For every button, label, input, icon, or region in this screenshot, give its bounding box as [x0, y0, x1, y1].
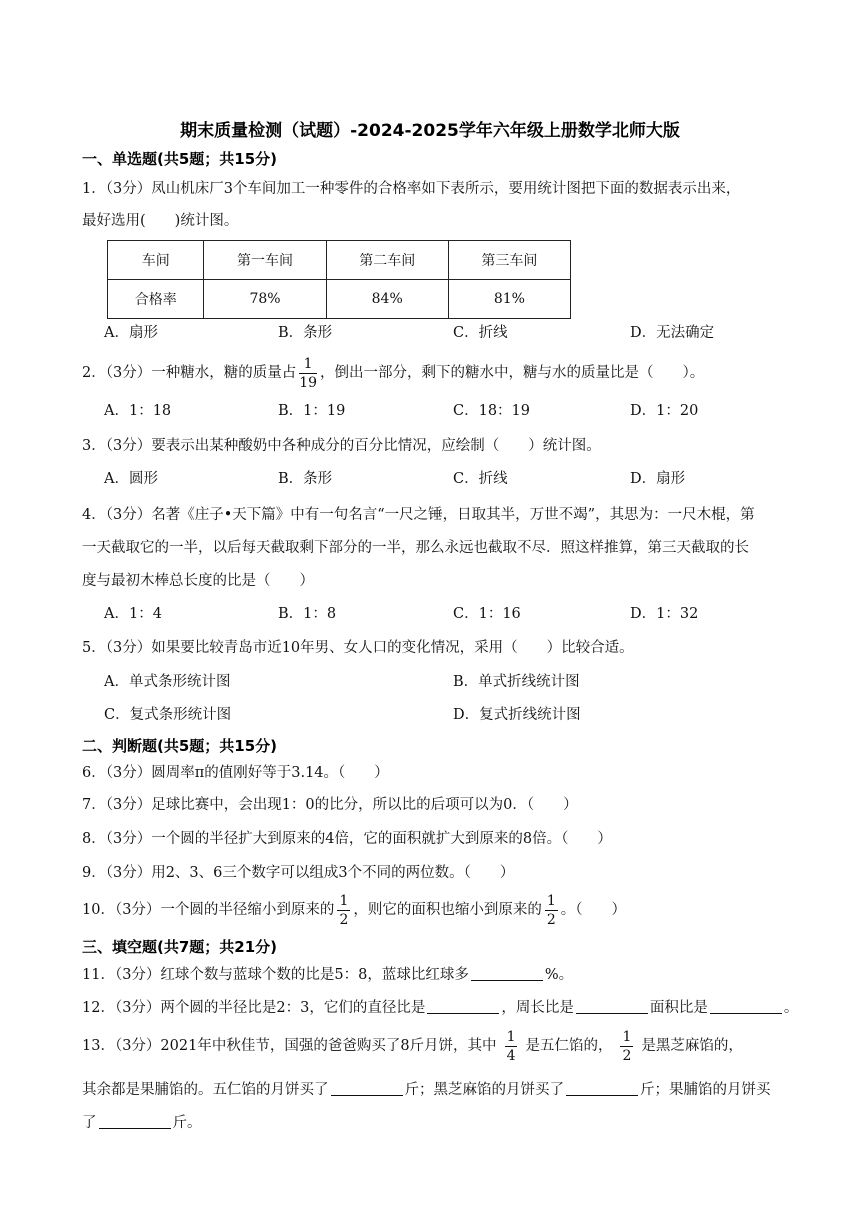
table-row	[108, 241, 571, 280]
table-cell: 第一车间	[204, 241, 326, 280]
answer-blank[interactable]	[710, 999, 782, 1014]
fraction-1-2	[545, 894, 558, 927]
question-13-line2-mid1: 斤；黑芝麻馅的月饼买了	[404, 1082, 564, 1098]
question-2-pre: 2．（3分）一种糖水，糖的质量占	[82, 365, 297, 381]
question-1-text-cont: 最好选用( )统计图。	[82, 213, 239, 229]
table-cell: 第三车间	[448, 241, 570, 280]
question-12-mid1: ，周长比是	[501, 1000, 574, 1016]
question-11-text	[82, 964, 573, 986]
question-4-text-cont2: 度与最初木棒总长度的比是（ ）	[82, 573, 314, 589]
question-13-post: 是黑芝麻馅的，	[641, 1038, 743, 1054]
question-12-text	[82, 997, 798, 1019]
question-3-option-a: A．圆形	[104, 471, 158, 487]
fraction-1-4	[505, 1030, 518, 1063]
question-2-text	[82, 355, 704, 391]
fraction-denominator: 2	[339, 911, 349, 928]
question-10-post: 。（ ）	[560, 902, 627, 918]
question-13-text-cont2	[82, 1112, 202, 1134]
question-9-text: 9．（3分）用2、3、6三个数字可以组成3个不同的两位数。（ ）	[82, 865, 515, 881]
table-cell: 车间	[108, 241, 204, 280]
question-4-option-b: B．1：8	[278, 606, 337, 622]
question-8-text: 8．（3分）一个圆的半径扩大到原来的4倍，它的面积就扩大到原来的8倍。（ ）	[82, 831, 612, 847]
fraction-numerator: 1	[622, 1028, 632, 1045]
question-13-line2-pre: 其余都是果脯馅的。五仁馅的月饼买了	[82, 1082, 329, 1098]
table-cell: 第二车间	[326, 241, 448, 280]
question-3-option-b: B．条形	[278, 471, 333, 487]
fraction-numerator: 1	[299, 357, 317, 374]
question-1-option-d: D．无法确定	[630, 325, 715, 341]
question-10-text	[82, 892, 626, 928]
answer-blank[interactable]	[576, 999, 648, 1014]
question-1-option-c: C．折线	[453, 325, 508, 341]
question-4-option-c: C．1：16	[453, 606, 521, 622]
question-12-post: 。	[783, 1000, 799, 1016]
question-10-mid: ，则它的面积也缩小到原来的	[353, 902, 542, 918]
question-13-mid: 是五仁馅的，	[525, 1038, 613, 1054]
question-2-option-b: B．1：19	[278, 403, 346, 419]
question-7-text: 7．（3分）足球比赛中，会出现1：0的比分，所以比的后项可以为0．（ ）	[82, 797, 578, 813]
pass-rate-table	[107, 240, 571, 319]
question-3-option-c: C．折线	[453, 471, 508, 487]
question-6-text: 6．（3分）圆周率π的值刚好等于3.14。（ ）	[82, 765, 389, 781]
question-13-line3-pre: 了	[82, 1115, 97, 1131]
fraction-numerator: 1	[546, 892, 556, 909]
question-1-option-a: A．扇形	[104, 325, 158, 341]
question-11-post: %。	[544, 967, 574, 983]
question-4-option-a: A．1：4	[104, 606, 162, 622]
question-4-text-cont: 一天截取它的一半，以后每天截取剩下部分的一半，那么永远也截取不尽．照这样推算，第三天截取的长	[82, 540, 749, 556]
question-12-pre: 12．（3分）两个圆的半径比是2：3，它们的直径比是	[82, 1000, 426, 1016]
question-1-text: 1．（3分）凤山机床厂3个车间加工一种零件的合格率如下表所示，要用统计图把下面的数据表示出来，	[82, 181, 741, 197]
question-13-line3-post: 斤。	[172, 1115, 202, 1131]
question-2-option-a: A．1：18	[104, 403, 172, 419]
question-13-text-cont	[82, 1079, 771, 1101]
fraction-denominator: 2	[622, 1047, 632, 1064]
question-2-option-c: C．18：19	[453, 403, 530, 419]
question-5-option-a: A．单式条形统计图	[104, 674, 231, 690]
fraction-1-2	[337, 894, 350, 927]
section-heading-single-choice: 一、单选题(共5题；共15分)	[82, 150, 278, 168]
question-13-pre: 13．（3分）2021年中秋佳节，国强的爸爸购买了8斤月饼，其中	[82, 1038, 497, 1054]
question-5-option-b: B．单式折线统计图	[453, 674, 580, 690]
table-cell: 78%	[204, 280, 326, 319]
question-13-text	[82, 1028, 743, 1064]
fraction-numerator: 1	[506, 1028, 516, 1045]
answer-blank[interactable]	[427, 999, 499, 1014]
question-10-pre: 10．（3分）一个圆的半径缩小到原来的	[82, 902, 335, 918]
question-2-option-d: D．1：20	[630, 403, 699, 419]
question-11-pre: 11．（3分）红球个数与蓝球个数的比是5：8，蓝球比红球多	[82, 967, 469, 983]
fraction-numerator: 1	[339, 892, 349, 909]
section-heading-true-false: 二、判断题(共5题；共15分)	[82, 737, 278, 755]
question-13-line2-mid2: 斤；果脯馅的月饼买	[640, 1082, 771, 1098]
question-5-text: 5．（3分）如果要比较青岛市近10年男、女人口的变化情况，采用（ ）比较合适。	[82, 640, 634, 656]
question-4-option-d: D．1：32	[630, 606, 699, 622]
fraction-1-2	[620, 1030, 633, 1063]
table-cell: 合格率	[108, 280, 204, 319]
question-3-option-d: D．扇形	[630, 471, 686, 487]
question-2-post: ，倒出一部分，剩下的糖水中，糖与水的质量比是（ ）。	[320, 365, 705, 381]
question-12-mid2: 面积比是	[649, 1000, 708, 1016]
page-title: 期末质量检测（试题）-2024-2025学年六年级上册数学北师大版	[180, 121, 680, 141]
fraction-denominator: 19	[299, 374, 318, 391]
question-1-option-b: B．条形	[278, 325, 333, 341]
fraction-denominator: 4	[506, 1047, 516, 1064]
question-3-text: 3．（3分）要表示出某种酸奶中各种成分的百分比情况，应绘制（ ）统计图。	[82, 438, 601, 454]
fraction-denominator: 2	[546, 911, 556, 928]
table-row	[108, 280, 571, 319]
answer-blank[interactable]	[566, 1081, 638, 1096]
answer-blank[interactable]	[471, 966, 543, 981]
answer-blank[interactable]	[331, 1081, 403, 1096]
question-4-text: 4．（3分）名著《庄子•天下篇》中有一句名言“一尺之锤，日取其半，万世不竭”，其思为：一尺木棍，第	[82, 507, 755, 523]
question-5-option-d: D．复式折线统计图	[453, 707, 581, 723]
table-cell: 81%	[448, 280, 570, 319]
question-5-option-c: C．复式条形统计图	[104, 707, 232, 723]
section-heading-fill-blank: 三、填空题(共7题；共21分)	[82, 938, 278, 956]
table-cell: 84%	[326, 280, 448, 319]
answer-blank[interactable]	[99, 1114, 171, 1129]
fraction-1-19	[299, 357, 317, 390]
